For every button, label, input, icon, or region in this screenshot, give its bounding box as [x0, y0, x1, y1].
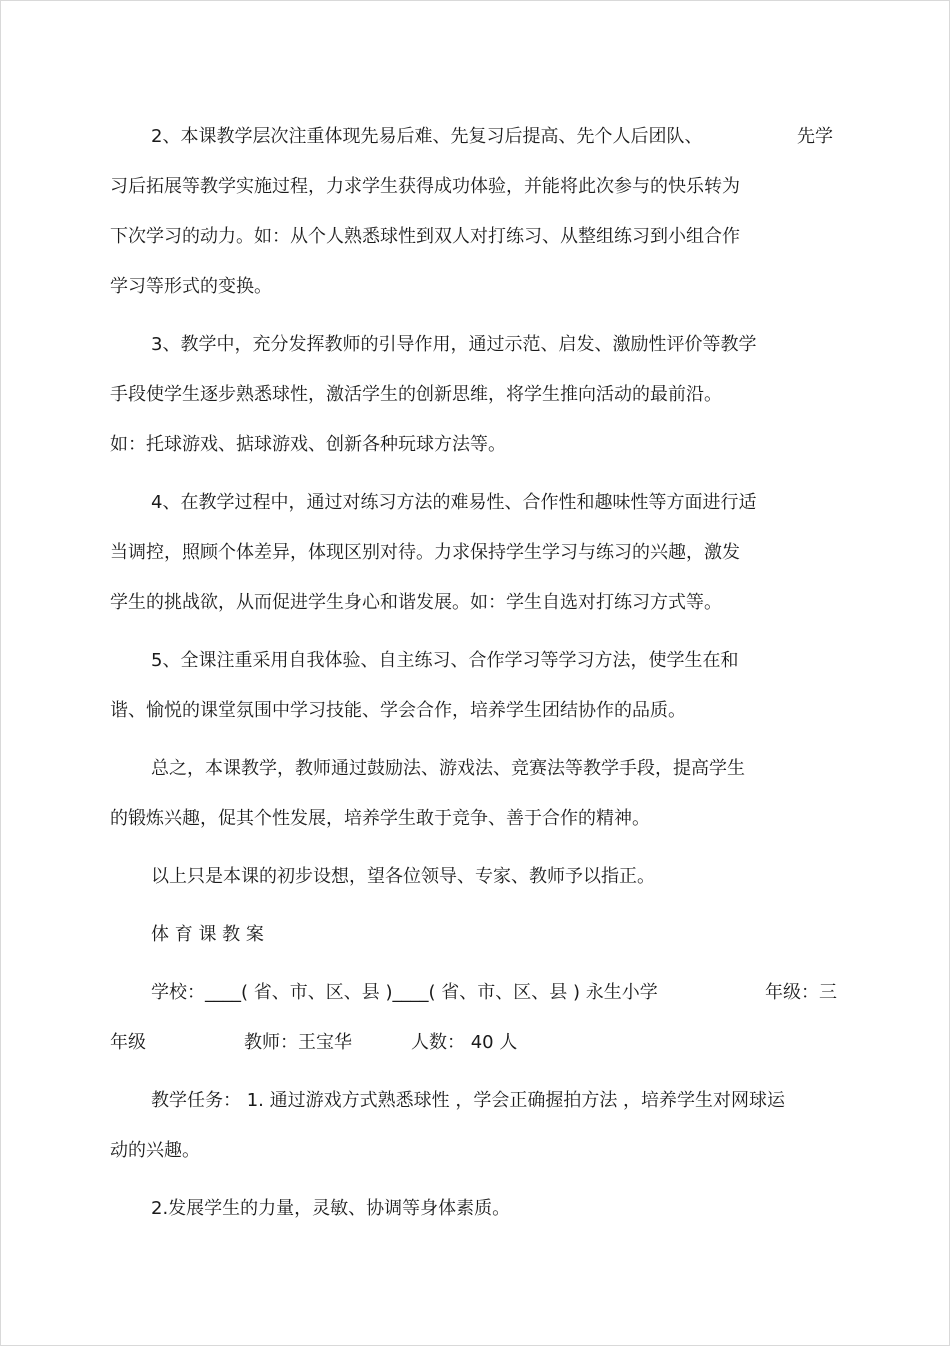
teaching-task-2: 2.发展学生的力量，灵敏、协调等身体素质。	[151, 1198, 511, 1219]
summary-line-1: 总之，本课教学，教师通过鼓励法、游戏法、竞赛法等教学手段，提高学生	[151, 758, 745, 779]
paragraph-2-line-2: 习后拓展等教学实施过程，力求学生获得成功体验，并能将此次参与的快乐转为	[110, 176, 740, 197]
closing-line: 以上只是本课的初步设想，望各位领导、专家、教师予以指正。	[151, 866, 655, 887]
paragraph-4-line-1: 4、在教学过程中，通过对练习方法的难易性、合作性和趣味性等方面进行适	[151, 492, 757, 513]
grade-label: 年级：三	[765, 982, 837, 1003]
paragraph-2-line-4: 学习等形式的变换。	[110, 276, 272, 297]
paragraph-2-line-1-end: 先学	[797, 126, 833, 147]
paragraph-5-line-2: 谐、愉悦的课堂氛围中学习技能、学会合作，培养学生团结协作的品质。	[110, 700, 686, 721]
paragraph-3-line-3: 如：托球游戏、掂球游戏、创新各种玩球方法等。	[110, 434, 506, 455]
paragraph-3-line-2: 手段使学生逐步熟悉球性，激活学生的创新思维，将学生推向活动的最前沿。	[110, 384, 722, 405]
paragraph-4-line-2: 当调控，照顾个体差异，体现区别对待。力求保持学生学习与练习的兴趣，激发	[110, 542, 740, 563]
paragraph-4-line-3: 学生的挑战欲，从而促进学生身心和谐发展。如：学生自选对打练习方式等。	[110, 592, 722, 613]
summary-line-2: 的锻炼兴趣，促其个性发展，培养学生敢于竞争、善于合作的精神。	[110, 808, 650, 829]
student-count: 人数： 40 人	[411, 1032, 518, 1053]
paragraph-5-line-1: 5、全课注重采用自我体验、自主练习、合作学习等学习方法，使学生在和	[151, 650, 739, 671]
lesson-plan-title: 体 育 课 教 案	[151, 924, 264, 945]
teaching-task-line-1: 教学任务： 1. 通过游戏方式熟悉球性 ，学会正确握拍方法 ，培养学生对网球运	[151, 1090, 786, 1111]
paragraph-3-line-1: 3、教学中，充分发挥教师的引导作用，通过示范、启发、激励性评价等教学	[151, 334, 757, 355]
school-info: 学校：____( 省、市、区、县 )____( 省、市、区、县 ) 永生小学	[151, 982, 658, 1003]
teaching-task-line-2: 动的兴趣。	[110, 1140, 200, 1161]
teacher-info: 教师：王宝华	[244, 1032, 352, 1053]
grade-value: 年级	[110, 1032, 146, 1053]
paragraph-2-line-1: 2、本课教学层次注重体现先易后难、先复习后提高、先个人后团队、	[151, 126, 703, 147]
paragraph-2-line-3: 下次学习的动力。如：从个人熟悉球性到双人对打练习、从整组练习到小组合作	[110, 226, 740, 247]
